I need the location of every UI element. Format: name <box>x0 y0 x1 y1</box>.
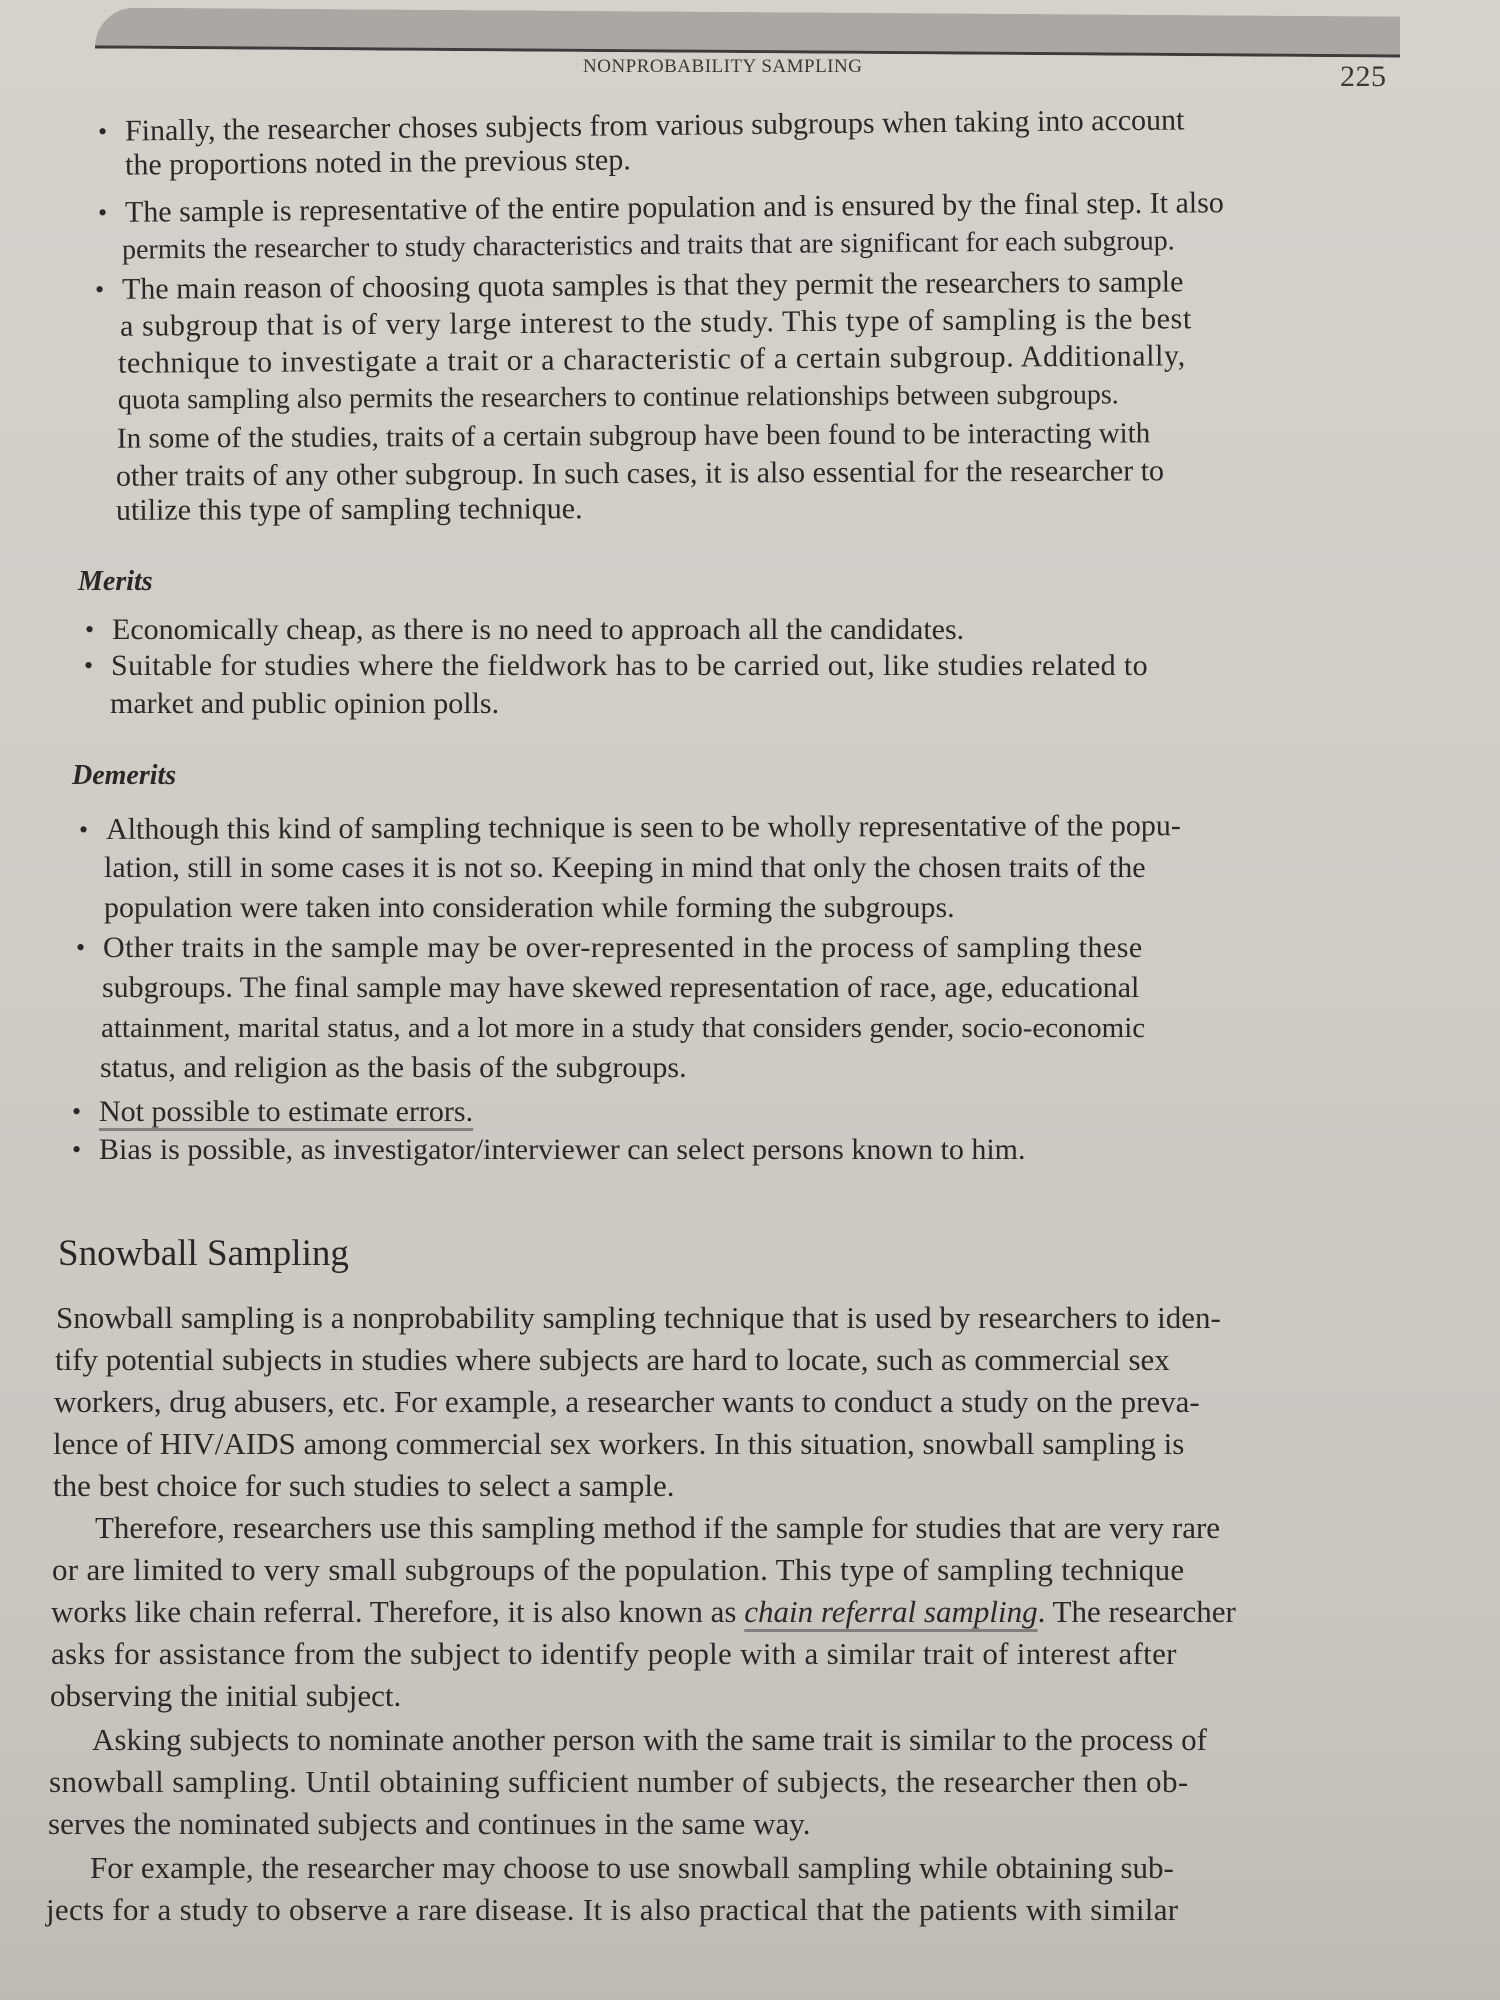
list-item-continuation: quota sampling also permits the researchers to continue relationships between subgroups. <box>117 379 1119 416</box>
paragraph-line: snowball sampling. Until obtaining sufficient number of subjects, the researcher then ob- <box>49 1764 1189 1799</box>
list-item-continuation: a subgroup that is of very large interest to the study. This type of sampling is the best <box>119 302 1192 343</box>
demerits-heading: Demerits <box>72 760 177 791</box>
line-text: The sample is representative of the entire population and is ensured by the final step. It also <box>124 186 1224 229</box>
list-item-continuation: permits the researcher to study characteristics and traits that are significant for each subgroup. <box>121 225 1175 266</box>
line-text: The main reason of choosing quota samples is that they permit the researchers to sample <box>121 265 1184 306</box>
list-item-continuation: In some of the studies, traits of a certain subgroup have been found to be interacting with <box>116 417 1151 455</box>
paragraph-line: observing the initial subject. <box>50 1678 402 1713</box>
paragraph-line: lence of HIV/AIDS among commercial sex workers. In this situation, snowball sampling is <box>53 1426 1185 1461</box>
line-text: Finally, the researcher choses subjects from various subgroups when taking into account <box>124 103 1185 148</box>
paragraph-line: Snowball sampling is a nonprobability sampling technique that is used by researchers to iden- <box>56 1300 1221 1335</box>
list-item-continuation: the proportions noted in the previous step. <box>124 143 631 182</box>
list-item-continuation: lation, still in some cases it is not so. Keeping in mind that only the chosen traits of the <box>104 851 1146 884</box>
page-top-band <box>95 7 1400 57</box>
paragraph-line: serves the nominated subjects and continues in the same way. <box>48 1806 811 1841</box>
list-item <box>112 612 964 648</box>
paragraph-line: workers, drug abusers, etc. For example, a researcher wants to conduct a study on the preva- <box>54 1384 1200 1419</box>
line-text: Bias is possible, as investigator/interviewer can select persons known to him. <box>99 1133 1026 1166</box>
page-number: 225 <box>1340 60 1387 93</box>
paragraph-line <box>51 1594 1236 1630</box>
list-item-continuation: subgroups. The final sample may have skewed representation of race, age, educational <box>102 971 1140 1004</box>
paragraph-line: or are limited to very small subgroups of the population. This type of sampling technique <box>52 1552 1185 1587</box>
list-item-continuation: population were taken into consideration while forming the subgroups. <box>104 891 955 924</box>
list-item <box>99 1132 1025 1168</box>
list-item-continuation: attainment, marital status, and a lot more in a study that considers gender, socio-economic <box>101 1012 1146 1044</box>
list-item-continuation: other traits of any other subgroup. In such cases, it is also essential for the researcher to <box>115 454 1165 493</box>
section-heading: Snowball Sampling <box>58 1233 349 1274</box>
italic-term: chain referral sampling <box>744 1594 1038 1629</box>
line-text: . The researcher <box>1037 1594 1236 1629</box>
list-item <box>122 264 1184 307</box>
list-item-continuation: technique to investigate a trait or a characteristic of a certain subgroup. Additionally, <box>117 339 1186 380</box>
line-text: works like chain referral. Therefore, it is also known as <box>51 1594 745 1629</box>
line-text: Economically cheap, as there is no need to approach all the candidates. <box>112 613 965 646</box>
paragraph-line: the best choice for such studies to select a sample. <box>53 1468 675 1503</box>
paragraph-line: Asking subjects to nominate another person with the same trait is similar to the process of <box>92 1722 1207 1757</box>
line-text: Although this kind of sampling technique is seen to be wholly representative of the popu- <box>105 809 1181 846</box>
list-item <box>106 808 1181 848</box>
paragraph-line: asks for assistance from the subject to identify people with a similar trait of interest after <box>51 1636 1177 1671</box>
paragraph-line: tify potential subjects in studies where subjects are hard to locate, such as commercial sex <box>55 1342 1170 1377</box>
paragraph-line: For example, the researcher may choose to use snowball sampling while obtaining sub- <box>90 1850 1174 1885</box>
list-item-continuation: market and public opinion polls. <box>110 687 500 720</box>
line-text: Other traits in the sample may be over-represented in the process of sampling these <box>103 931 1143 964</box>
list-item-continuation: status, and religion as the basis of the subgroups. <box>100 1051 687 1084</box>
line-text: Suitable for studies where the fieldwork has to be carried out, like studies related to <box>111 649 1149 682</box>
paragraph-line: jects for a study to observe a rare disease. It is also practical that the patients with similar <box>46 1892 1179 1927</box>
paragraph-line: Therefore, researchers use this sampling method if the sample for studies that are very rare <box>95 1510 1221 1545</box>
running-title: NONPROBABILITY SAMPLING <box>583 56 863 77</box>
list-item-continuation: utilize this type of sampling technique. <box>115 492 583 527</box>
list-item <box>111 648 1148 684</box>
list-item <box>125 102 1185 149</box>
line-text: Not possible to estimate errors. <box>99 1095 474 1128</box>
list-item <box>99 1094 473 1130</box>
list-item <box>103 930 1143 966</box>
merits-heading: Merits <box>78 566 153 597</box>
